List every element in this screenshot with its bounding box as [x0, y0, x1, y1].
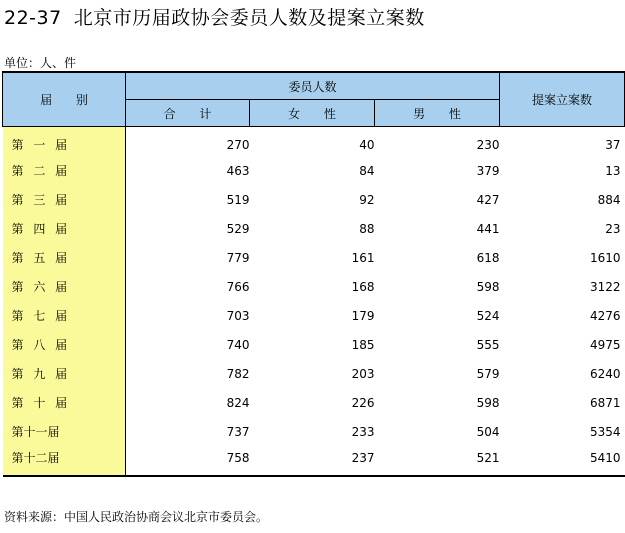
- proposals-cell: 5410: [500, 446, 625, 476]
- proposals-cell: 1610: [589, 250, 621, 265]
- female-cell: 179: [351, 308, 375, 323]
- unit-label: 单位：人、件: [4, 56, 77, 70]
- proposals-cell: 4276: [589, 308, 621, 323]
- female-cell: 237: [250, 446, 375, 476]
- total-cell: 529: [226, 221, 250, 236]
- total-cell: 737: [226, 424, 250, 439]
- male-cell: 598: [476, 279, 500, 294]
- period-cell: 第 四 届: [3, 214, 126, 243]
- proposals-cell: 5354: [589, 424, 621, 439]
- period-cell: 第 八 届: [3, 330, 126, 359]
- proposals-cell: 13: [605, 163, 621, 178]
- table-row: [3, 214, 625, 243]
- period-cell: 第十一届: [3, 417, 126, 446]
- period-cell: 第 九 届: [3, 359, 126, 388]
- female-cell: 92: [359, 192, 375, 207]
- male-cell: 379: [476, 163, 500, 178]
- female-cell: 203: [351, 366, 375, 381]
- table-header: [3, 72, 625, 127]
- male-cell: 579: [476, 366, 500, 381]
- male-cell: 441: [476, 221, 500, 236]
- table-row: [3, 156, 625, 185]
- table-row: [3, 301, 625, 330]
- total-cell: 779: [226, 250, 250, 265]
- total-cell: 758: [126, 446, 250, 476]
- total-cell: 519: [226, 192, 250, 207]
- statistics-table: [2, 71, 625, 477]
- total-cell: 270: [226, 137, 250, 152]
- table-row: [3, 330, 625, 359]
- male-cell: 504: [476, 424, 500, 439]
- female-cell: 84: [359, 163, 375, 178]
- source-note: 资料来源：中国人民政治协商会议北京市委员会。: [4, 510, 269, 524]
- male-cell: 427: [476, 192, 500, 207]
- table-row: [3, 446, 625, 476]
- table-row: [3, 127, 625, 157]
- period-cell: 第 一 届: [3, 127, 126, 157]
- female-cell: 40: [359, 137, 375, 152]
- male-cell: 555: [476, 337, 500, 352]
- proposals-cell: 6240: [589, 366, 621, 381]
- proposals-cell: 884: [597, 192, 621, 207]
- proposals-cell: 23: [605, 221, 621, 236]
- table-row: [3, 359, 625, 388]
- table-title: 北京市历届政协会委员人数及提案立案数: [73, 7, 425, 29]
- header-male: 男 性: [375, 100, 500, 127]
- male-cell: 598: [476, 395, 500, 410]
- table-row: [3, 185, 625, 214]
- male-cell: 618: [476, 250, 500, 265]
- proposals-cell: 3122: [589, 279, 621, 294]
- female-cell: 88: [359, 221, 375, 236]
- period-cell: 第 二 届: [3, 156, 126, 185]
- female-cell: 233: [351, 424, 375, 439]
- table-row: [3, 388, 625, 417]
- female-cell: 161: [351, 250, 375, 265]
- male-cell: 521: [375, 446, 500, 476]
- total-cell: 463: [226, 163, 250, 178]
- male-cell: 230: [476, 137, 500, 152]
- page-title: [4, 6, 425, 30]
- header-total: 合 计: [126, 100, 250, 127]
- period-cell: 第 三 届: [3, 185, 126, 214]
- header-proposals: 提案立案数: [500, 72, 625, 127]
- total-cell: 740: [226, 337, 250, 352]
- header-female: 女 性: [250, 100, 375, 127]
- proposals-cell: 6871: [589, 395, 621, 410]
- period-cell: 第 六 届: [3, 272, 126, 301]
- female-cell: 226: [351, 395, 375, 410]
- female-cell: 185: [351, 337, 375, 352]
- table-row: [3, 243, 625, 272]
- total-cell: 766: [226, 279, 250, 294]
- male-cell: 524: [476, 308, 500, 323]
- period-cell: 第十二届: [3, 446, 126, 476]
- table-number: 22-37: [4, 7, 62, 29]
- period-cell: 第 五 届: [3, 243, 126, 272]
- female-cell: 168: [351, 279, 375, 294]
- period-cell: 第 七 届: [3, 301, 126, 330]
- table-body: [3, 127, 625, 477]
- proposals-cell: 37: [605, 137, 621, 152]
- header-period: 届 别: [3, 72, 126, 127]
- total-cell: 782: [226, 366, 250, 381]
- period-cell: 第 十 届: [3, 388, 126, 417]
- table-row: [3, 417, 625, 446]
- table-row: [3, 272, 625, 301]
- header-members-group: 委员人数: [126, 72, 500, 100]
- total-cell: 703: [226, 308, 250, 323]
- total-cell: 824: [226, 395, 250, 410]
- proposals-cell: 4975: [589, 337, 621, 352]
